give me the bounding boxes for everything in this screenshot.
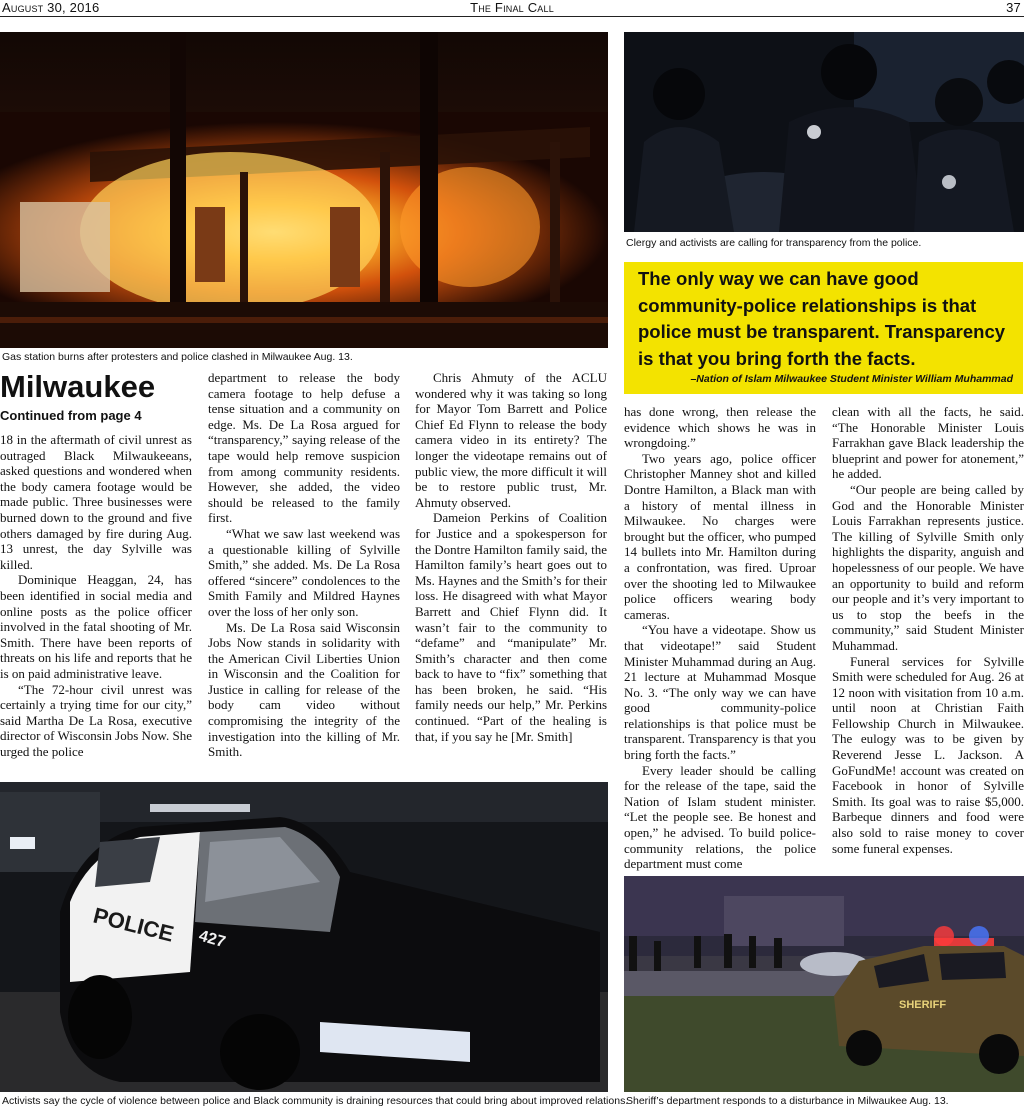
article-column-1 [0, 432, 192, 759]
article-column-2 [208, 370, 400, 760]
paragraph: clean with all the facts, he said. “The Honorable Minister Louis Farrakhan gave Black leadership the blueprint and power for atonement,” he added. [832, 404, 1024, 482]
paragraph: “You have a videotape. Show us that videotape!” said Student Minister Muhammad during an Aug. 21 lecture at Muhammad Mosque No. 3. “The only way we can have good community-police relationships is that police must be transparent. Transparency is that you bring forth the facts.” [624, 622, 816, 763]
clergy-photo [624, 32, 1024, 232]
continued-from: Continued from page 4 [0, 408, 142, 423]
paragraph: Two years ago, police officer Christopher Manney shot and killed Dontre Hamilton, a Black man with a history of mental illness in Milwaukee. No charges were brought but the officer, who pumped 14 bullets into Mr. Hamilton during a confrontation, was fired. Uproar over the shooting led to Milwaukee police officers wearing body cameras. [624, 450, 816, 622]
police-car-photo [0, 782, 608, 1092]
paragraph: “The 72-hour civil unrest was certainly a trying time for our city,” said Martha De La Rosa, executive director of Wisconsin Jobs Now. She urged the police [0, 681, 192, 759]
paragraph: “What we saw last weekend was a questionable killing of Sylville Smith,” she added. Ms. De La Rosa offered “sincere” condolences to the Smith Family and Mildred Haynes over the loss of her only son. [208, 525, 400, 619]
pull-quote-attribution: –Nation of Islam Milwaukee Student Minister William Muhammad [690, 373, 1013, 385]
article-column-3 [415, 370, 607, 744]
paragraph: 18 in the aftermath of civil unrest as outraged Black Milwaukeeans, asked questions and wondered when the body camera footage would be made public. Three businesses were burned down to the ground and five others damaged by fire during Aug. 13 unrest, the day Sylville was killed. [0, 432, 192, 572]
article-headline: Milwaukee [0, 369, 156, 404]
pull-quote [624, 262, 1023, 394]
clergy-photo-caption: Clergy and activists are calling for transparency from the police. [626, 237, 922, 249]
paragraph: Dameion Perkins of Coalition for Justice and a spokesperson for the Dontre Hamilton family said, the Hamilton family’s heart goes out to Ms. Haynes and the Smith’s for their loss. He disagreed with what Mayor Barrett and Chief Flynn did. It wasn’t fair to the community to “defame” and “manipulate” Mr. Smith’s character and then come back to have to “fix” something that has been broken, he said. “His family needs our help,” Mr. Perkins continued. “Part of the healing is that, if you say he [Mr. Smith] [415, 510, 607, 744]
police-car-text: POLICE [90, 902, 177, 947]
fire-photo [0, 32, 608, 348]
article-column-5 [832, 404, 1024, 856]
sheriff-car-text: SHERIFF [899, 999, 947, 1011]
sheriff-photo-caption: Sheriff’s department responds to a disturbance in Milwaukee Aug. 13. [626, 1095, 949, 1107]
paragraph: Ms. De La Rosa said Wisconsin Jobs Now stands in solidarity with the American Civil Liberties Union in Wisconsin and the Coalition for Justice in calling for release of the body cam video without compromising the integrity of the investigation into the killing of Mr. Smith. [208, 619, 400, 760]
article-column-4 [624, 404, 816, 872]
paragraph: Chris Ahmuty of the ACLU wondered why it was taking so long for Mayor Tom Barrett and Police Chief Ed Flynn to release the body camera video in its entirety? The longer the videotape remains out of public view, the more difficult it will be to restore public trust, Mr. Ahmuty observed. [415, 370, 607, 510]
police-car-photo-caption: Activists say the cycle of violence between police and Black community is draining resources that could bring about improved relations. [2, 1095, 629, 1107]
pull-quote-text: The only way we can have good community-police relationships is that police must be transparent. Transparency is that you bring forth the facts. [638, 268, 1006, 369]
paragraph: Every leader should be calling for the release of the tape, said the Nation of Islam student minister. “Let the people see. Be honest and open,” he advised. To build police-community relations, the police department must come [624, 762, 816, 872]
sheriff-photo [624, 876, 1024, 1092]
page-header [0, 0, 1024, 17]
paragraph: has done wrong, then release the evidence which shows he was in wrongdoing.” [624, 404, 816, 451]
issue-date: August 30, 2016 [2, 0, 100, 15]
publication-name: The Final Call [470, 0, 554, 15]
paragraph: Dominique Heaggan, 24, has been identified in social media and online posts as the police officer involved in the fatal shooting of Mr. Smith. There have been reports of threats on his life and reports that he is on paid administrative leave. [0, 572, 192, 681]
paragraph: department to release the body camera footage to help defuse a tense situation and a community on edge. Ms. De La Rosa argued for “transparency,” saying release of the tape would help remove suspicion from among community residents. However, she added, the video should be released to the family first. [208, 370, 400, 526]
page-number: 37 [1006, 0, 1021, 15]
paragraph: Funeral services for Sylville Smith were scheduled for Aug. 26 at 12 noon with visitation from 10 a.m. until noon at Christian Faith Fellowship Church in Milwaukee. The eulogy was to be given by Reverend Jesse L. Jackson. A GoFundMe! account was created on Facebook in honor of Sylville Smith. Its goal was to raise $5,000. Barbeque dinners and food were also sold to raise money to cover some funeral expenses. [832, 653, 1024, 856]
paragraph: “Our people are being called by God and the Honorable Minister Louis Farrakhan represents justice. The killing of Sylville Smith only highlights the disparity, anguish and hopelessness of our people. We have an opportunity to build and reform our people and it’s very important to us to stop the beefs in the community,” said Student Minister Muhammad. [832, 481, 1024, 653]
police-car-number: 427 [196, 927, 228, 952]
fire-photo-caption: Gas station burns after protesters and police clashed in Milwaukee Aug. 13. [2, 351, 353, 363]
